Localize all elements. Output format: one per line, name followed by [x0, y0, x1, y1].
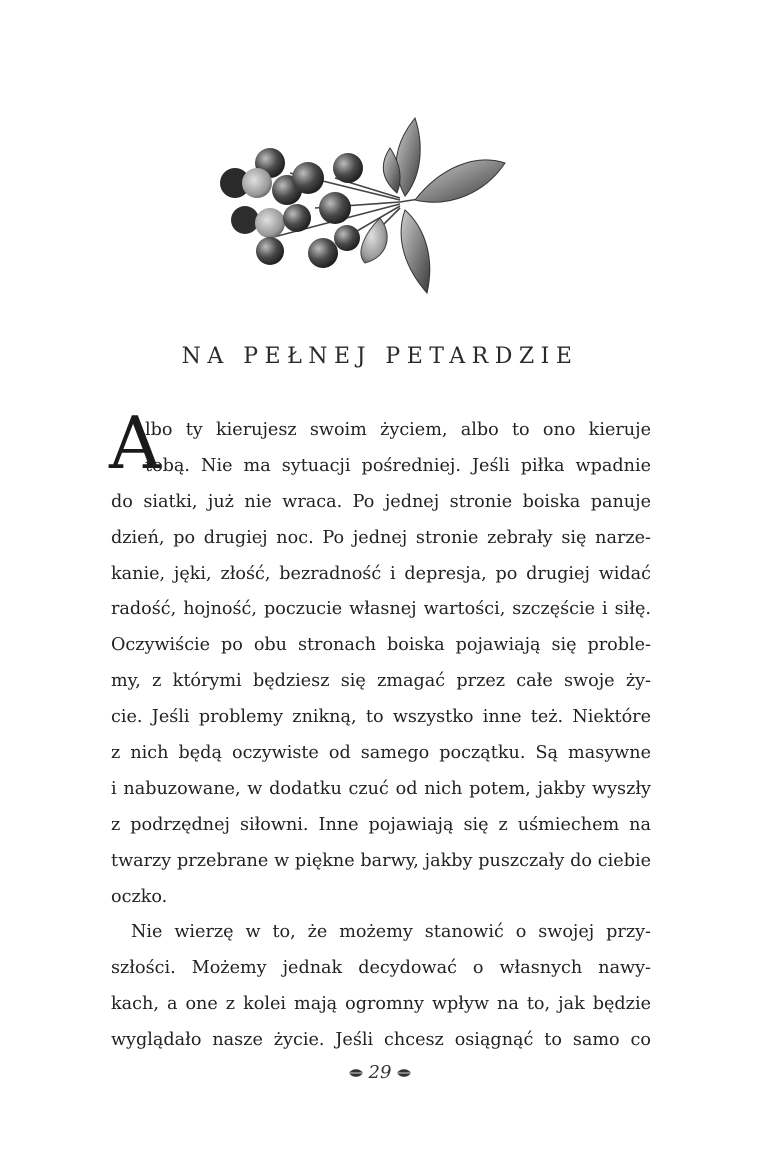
- text-line: z podrzędnej siłowni. Inne pojawiają się z uśmiechem na: [111, 814, 651, 835]
- text-line: kanie, jęki, złość, bezradność i depresja, po drugiej widać: [111, 563, 651, 584]
- text-line: z nich będą oczywiste od samego początku. Są masywne: [111, 743, 651, 764]
- chapter-title: NA PEŁNEJ PETARDZIE: [181, 344, 579, 369]
- text-line: do siatki, już nie wraca. Po jednej stronie boiska panuje: [111, 491, 651, 512]
- text-line: my, z którymi będziesz się zmagać przez całe swoje ży-: [111, 671, 651, 692]
- text-line: tobą. Nie ma sytuacji pośredniej. Jeśli piłka wpadnie: [145, 455, 651, 476]
- page-number: 29: [368, 1062, 392, 1083]
- text-line: radość, hojność, poczucie własnej wartości, szczęście i siłę.: [111, 599, 651, 620]
- text-line: szłości. Możemy jednak decydować o własnych nawy-: [111, 958, 651, 979]
- text-line: i nabuzowane, w dodatku czuć od nich potem, jakby wyszły: [111, 778, 651, 799]
- text-line: cie. Jeśli problemy znikną, to wszystko inne też. Niektóre: [111, 707, 651, 728]
- body-text: [111, 413, 651, 1059]
- text-line: dzień, po drugiej noc. Po jednej stronie zebrały się narze-: [111, 527, 651, 548]
- text-line: Nie wierzę w to, że możemy stanowić o swojej przy-: [131, 922, 651, 943]
- text-line: Oczywiście po obu stronach boiska pojawiają się proble-: [111, 635, 651, 656]
- leaf-ornament-left-icon: [348, 1068, 364, 1078]
- leaf-ornament-right-icon: [396, 1068, 412, 1078]
- drop-cap: A: [109, 401, 161, 485]
- text-line: wyglądało nasze życie. Jeśli chcesz osiągnąć to samo co: [111, 1030, 651, 1051]
- cherry-branch-illustration: [215, 108, 515, 308]
- text-line: kach, a one z kolei mają ogromny wpływ na to, jak będzie: [111, 994, 651, 1015]
- text-line: twarzy przebrane w piękne barwy, jakby puszczały do ciebie: [111, 850, 651, 871]
- text-line: oczko.: [111, 886, 168, 907]
- page-footer: [0, 1062, 760, 1083]
- text-line: lbo ty kierujesz swoim życiem, albo to ono kieruje: [145, 420, 651, 440]
